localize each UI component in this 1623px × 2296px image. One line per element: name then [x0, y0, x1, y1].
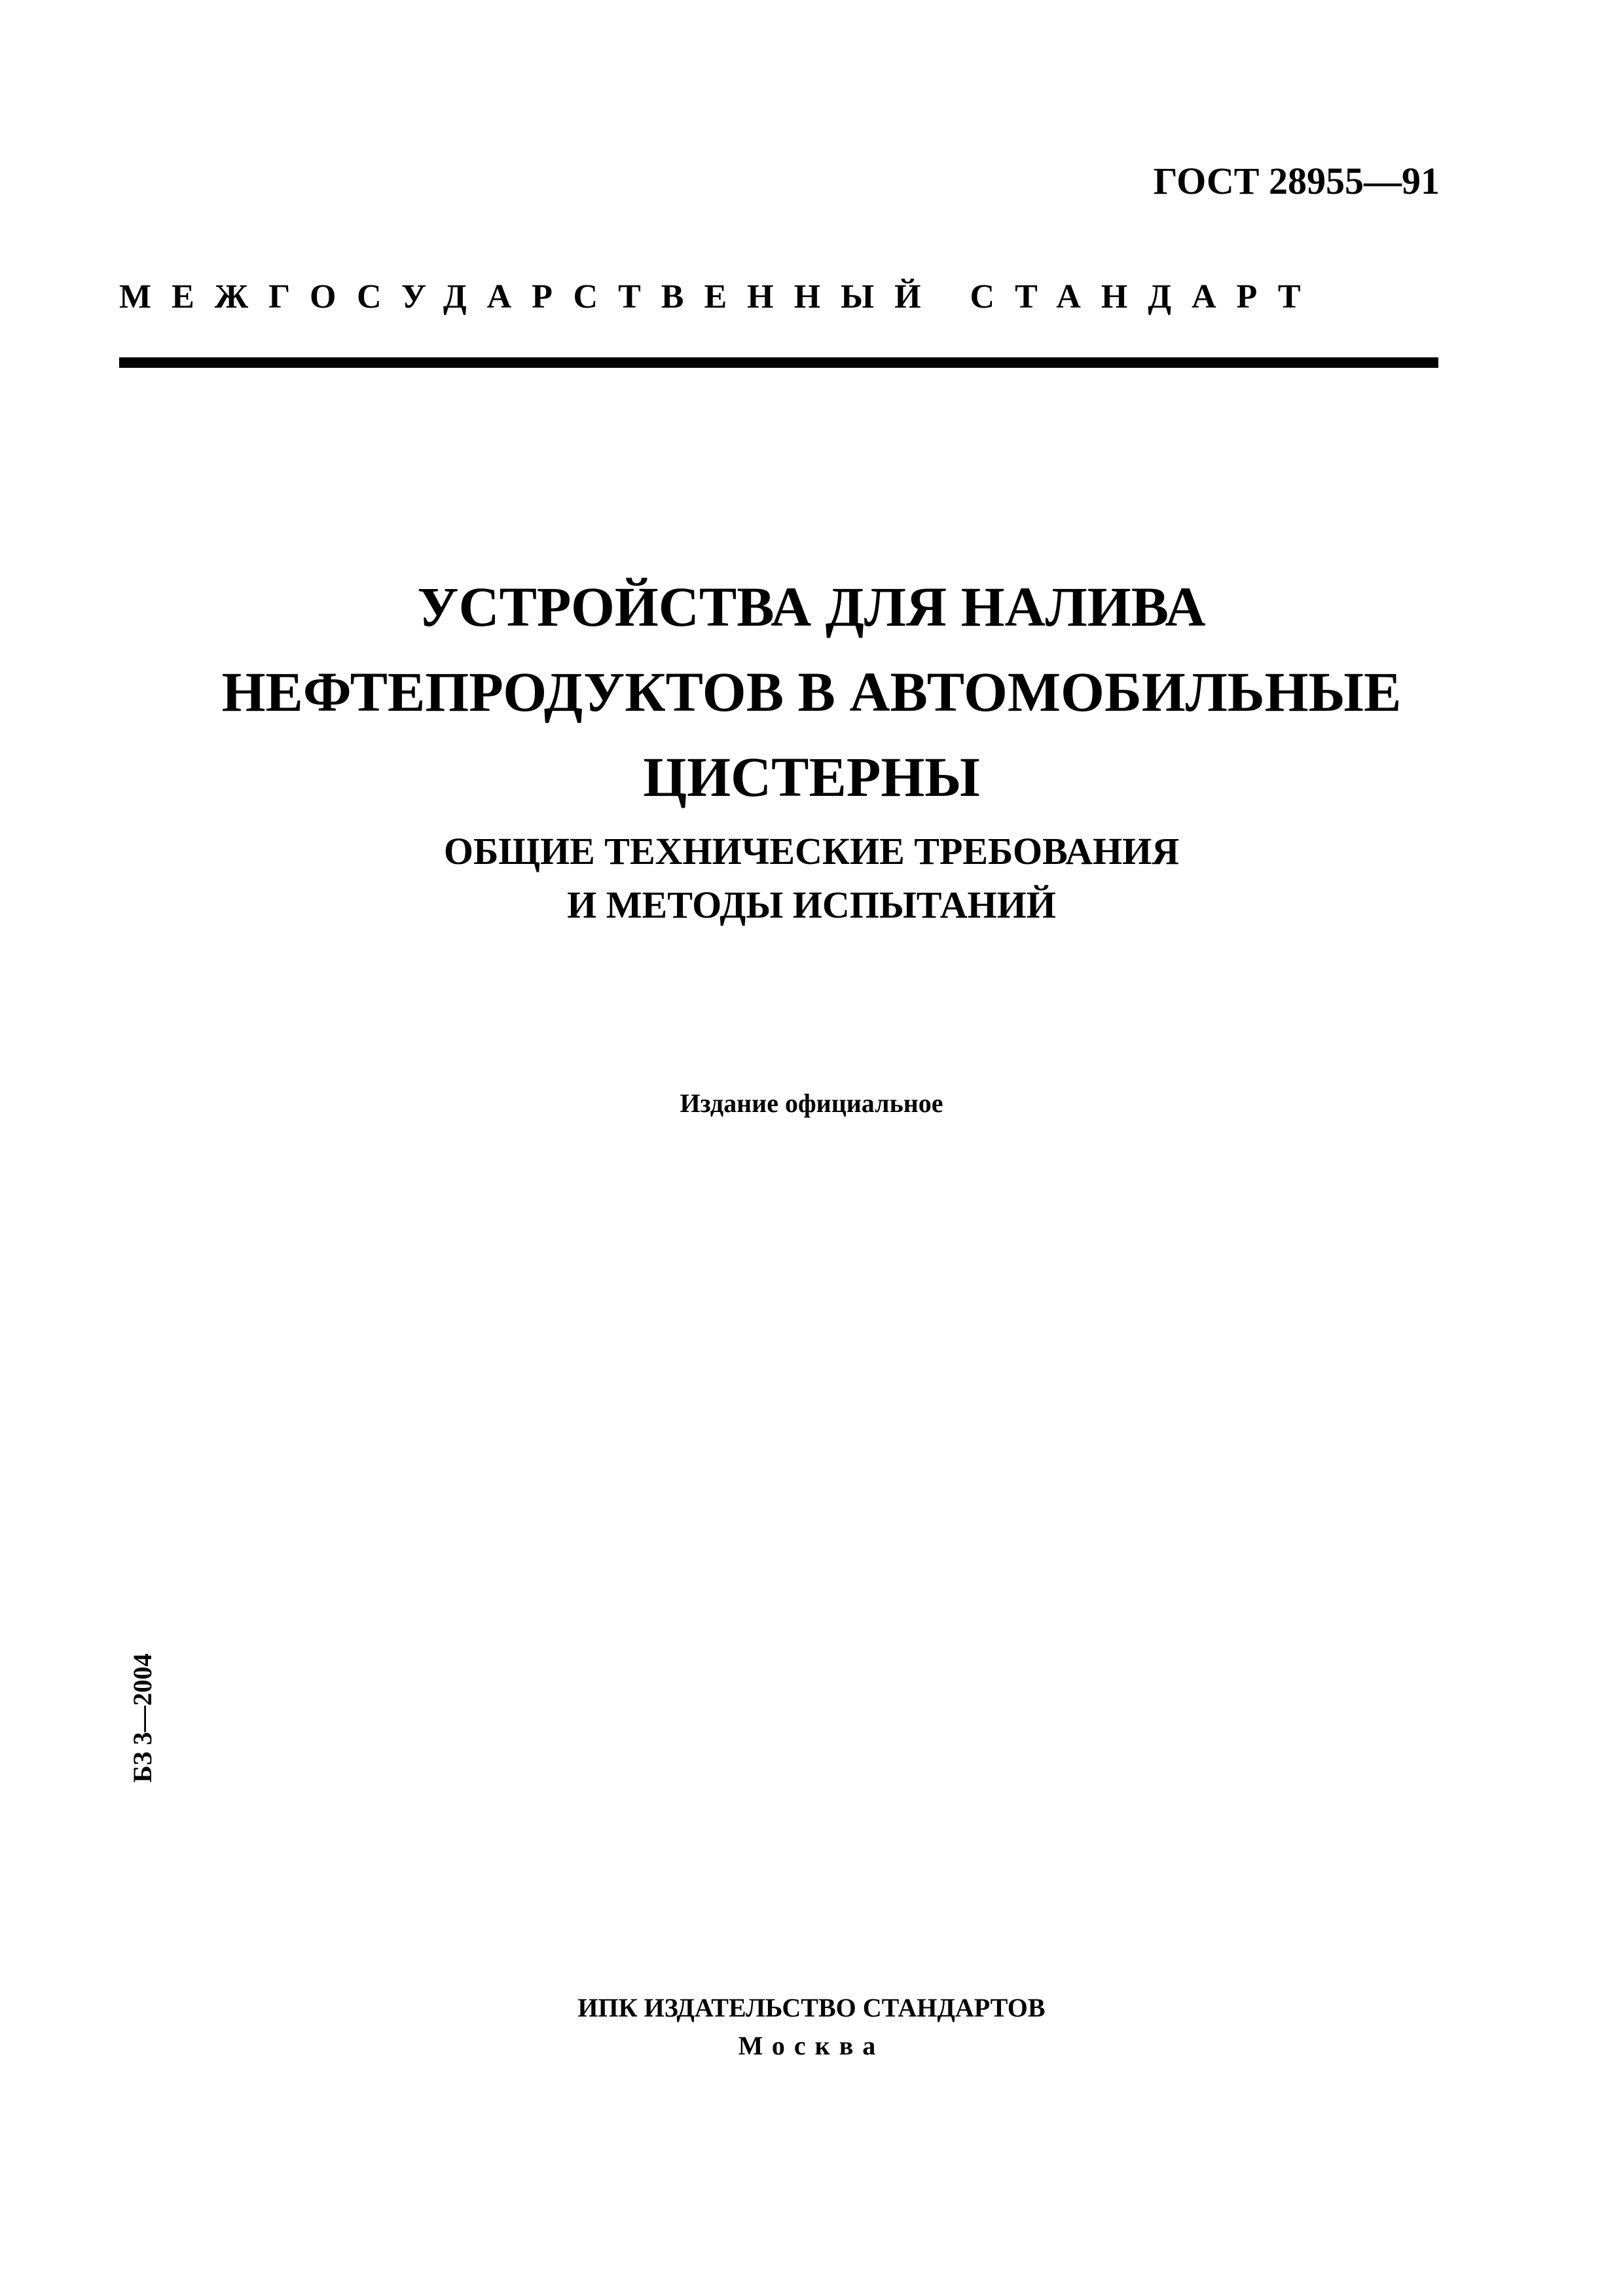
title-line-1: УСТРОЙСТВА ДЛЯ НАЛИВА: [417, 575, 1206, 638]
document-title: [0, 564, 1623, 819]
document-subtitle: [0, 825, 1623, 932]
publisher-city: Москва: [738, 2031, 885, 2060]
title-line-3: ЦИСТЕРНЫ: [643, 745, 980, 808]
subtitle-line-1: ОБЩИЕ ТЕХНИЧЕСКИЕ ТРЕБОВАНИЯ: [443, 830, 1180, 872]
side-code-label: БЗ 3—2004: [128, 1653, 157, 1783]
subtitle-line-2: И МЕТОДЫ ИСПЫТАНИЙ: [567, 884, 1056, 926]
standard-type-heading: МЕЖГОСУДАРСТВЕННЫЙ СТАНДАРТ: [119, 278, 1321, 315]
title-line-2: НЕФТЕПРОДУКТОВ В АВТОМОБИЛЬНЫЕ: [221, 660, 1402, 723]
edition-label: Издание официальное: [680, 1088, 943, 1118]
publisher-name: ИПК ИЗДАТЕЛЬСТВО СТАНДАРТОВ: [577, 1993, 1046, 2022]
document-number: ГОСТ 28955—91: [1153, 160, 1440, 202]
header-divider: [119, 357, 1438, 368]
